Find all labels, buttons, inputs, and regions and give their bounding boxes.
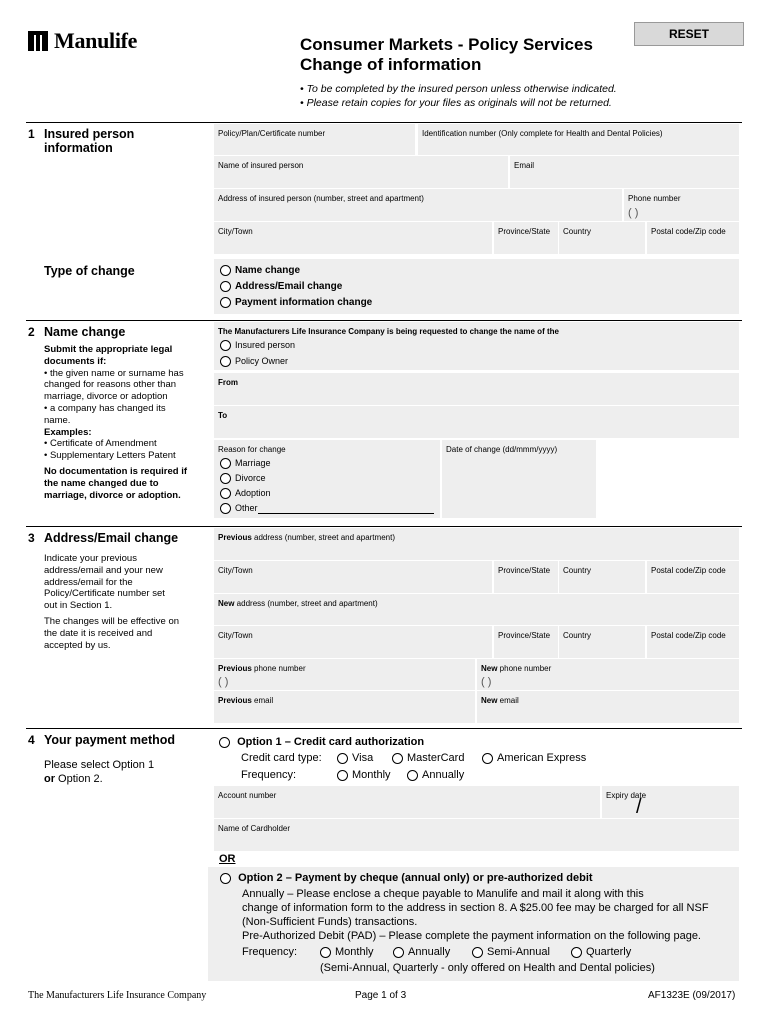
radio-icon[interactable] bbox=[220, 458, 231, 469]
type-address-email-change[interactable] bbox=[220, 281, 342, 292]
previous-address-label bbox=[218, 533, 395, 542]
note-line: the date it is received and bbox=[44, 627, 153, 639]
radio-icon[interactable] bbox=[220, 265, 231, 276]
section-1-title-l2: information bbox=[44, 141, 113, 155]
note-line: out in Section 1. bbox=[44, 600, 113, 612]
policy-number-label: Policy/Plan/Certificate number bbox=[218, 129, 326, 138]
label-bold: New bbox=[481, 664, 498, 673]
note-bold: Submit the appropriate legal documents if: bbox=[44, 344, 173, 367]
examples-label: Examples: bbox=[44, 426, 92, 438]
label-rest: phone number bbox=[251, 664, 306, 673]
new-postal-field[interactable] bbox=[646, 625, 740, 659]
policy-number-field[interactable] bbox=[213, 123, 416, 157]
title-line1: Consumer Markets - Policy Services bbox=[300, 35, 593, 54]
radio-icon[interactable] bbox=[392, 753, 403, 764]
section-3-note bbox=[44, 553, 204, 651]
radio-icon[interactable] bbox=[220, 340, 231, 351]
freq1-monthly-label: Monthly bbox=[352, 769, 391, 781]
section-4-number: 4 bbox=[28, 733, 35, 747]
freq2-quarterly[interactable] bbox=[571, 945, 631, 959]
city-label: City/Town bbox=[218, 227, 253, 236]
label-rest: email bbox=[251, 696, 274, 705]
instructions bbox=[300, 82, 617, 110]
reason-label: Reason for change bbox=[218, 445, 286, 454]
previous-phone-field[interactable] bbox=[213, 658, 476, 692]
instruction-2: • Please retain copies for your files as originals will not be returned. bbox=[300, 97, 612, 109]
province-label: Province/State bbox=[498, 227, 551, 236]
postal-code-label: Postal code/Zip code bbox=[651, 631, 726, 640]
card-mastercard-label: MasterCard bbox=[407, 752, 465, 764]
note-item: • the given name or surname has bbox=[44, 367, 184, 379]
radio-icon[interactable] bbox=[407, 770, 418, 781]
whom-owner-label: Policy Owner bbox=[235, 356, 289, 366]
radio-icon[interactable] bbox=[320, 947, 331, 958]
frequency-label: Frequency: bbox=[241, 769, 297, 781]
radio-icon[interactable] bbox=[571, 947, 582, 958]
previous-province-field[interactable] bbox=[493, 560, 559, 594]
radio-icon[interactable] bbox=[220, 488, 231, 499]
freq1-annually-label: Annually bbox=[422, 769, 465, 781]
cardholder-name-label: Name of Cardholder bbox=[218, 824, 291, 833]
request-text: The Manufacturers Life Insurance Company is being requested to change the name of the bbox=[218, 327, 559, 336]
freq2-annually-label: Annually bbox=[408, 946, 451, 958]
new-address-field[interactable] bbox=[213, 593, 740, 627]
to-label: To bbox=[218, 411, 228, 420]
postal-code-label: Postal code/Zip code bbox=[651, 566, 726, 575]
postal-code-field[interactable] bbox=[646, 221, 740, 255]
card-amex[interactable] bbox=[482, 751, 586, 765]
note-line: Indicate your previous bbox=[44, 553, 137, 564]
expiry-date-label: Expiry date bbox=[606, 791, 647, 800]
phone-parens: ( ) bbox=[628, 207, 639, 219]
insured-name-label: Name of insured person bbox=[218, 161, 304, 170]
type-address-email-label: Address/Email change bbox=[235, 281, 343, 293]
instruction-1-text: To be completed by the insured person unless otherwise indicated. bbox=[306, 83, 617, 95]
note-item: name. bbox=[44, 414, 71, 426]
freq1-monthly[interactable] bbox=[337, 768, 391, 782]
reason-adoption[interactable] bbox=[220, 488, 271, 499]
phone-parens: ( ) bbox=[481, 676, 492, 688]
whom-insured[interactable] bbox=[220, 340, 295, 351]
option2-panel bbox=[207, 866, 740, 982]
new-email-label bbox=[481, 696, 519, 705]
freq2-monthly[interactable] bbox=[320, 945, 374, 959]
freq2-annually[interactable] bbox=[393, 945, 450, 959]
country-label: Country bbox=[563, 631, 592, 640]
phone-field[interactable] bbox=[623, 188, 740, 222]
reason-other[interactable] bbox=[220, 503, 258, 514]
manulife-logo-icon bbox=[28, 31, 48, 51]
whom-owner[interactable] bbox=[220, 356, 288, 367]
section-3-number: 3 bbox=[28, 531, 35, 545]
new-country-field[interactable] bbox=[558, 625, 646, 659]
new-province-field[interactable] bbox=[493, 625, 559, 659]
instruction-1: • To be completed by the insured person unless otherwise indicated. bbox=[300, 83, 617, 95]
section-1-title-l1: Insured person bbox=[44, 127, 135, 141]
new-email-field[interactable] bbox=[476, 690, 740, 724]
account-number-field[interactable] bbox=[213, 785, 601, 819]
section-4-title: Your payment method bbox=[44, 733, 176, 747]
label-bold: New bbox=[481, 696, 498, 705]
label-rest: address (number, street and apartment) bbox=[234, 599, 378, 608]
label-rest: email bbox=[497, 696, 519, 705]
radio-icon[interactable] bbox=[219, 737, 230, 748]
postal-code-label: Postal code/Zip code bbox=[651, 227, 726, 236]
city-label: City/Town bbox=[218, 566, 253, 575]
note-line: address/email for the bbox=[44, 576, 133, 588]
section-1-title bbox=[44, 127, 134, 155]
card-visa-label: Visa bbox=[352, 752, 374, 764]
section-3-title: Address/Email change bbox=[44, 531, 179, 545]
date-of-change-label: Date of change (dd/mmm/yyyy) bbox=[446, 445, 558, 454]
type-of-change-panel bbox=[213, 258, 740, 315]
label-rest: phone number bbox=[497, 664, 552, 673]
previous-city-field[interactable] bbox=[213, 560, 493, 594]
reason-other-label: Other bbox=[235, 503, 258, 513]
note-item: • a company has changed its bbox=[44, 402, 166, 414]
type-of-change-title: Type of change bbox=[44, 264, 135, 278]
radio-icon[interactable] bbox=[220, 873, 231, 884]
other-line[interactable] bbox=[258, 513, 434, 514]
radio-icon[interactable] bbox=[393, 947, 404, 958]
radio-icon[interactable] bbox=[220, 281, 231, 292]
option2-radio[interactable] bbox=[220, 872, 593, 884]
option1-label: Option 1 – Credit card authorization bbox=[237, 736, 425, 748]
frequency-label: Frequency: bbox=[242, 946, 298, 958]
label-bold: Previous bbox=[218, 664, 252, 673]
section-2-note bbox=[44, 344, 204, 501]
section-2-title: Name change bbox=[44, 325, 126, 339]
reason-divorce[interactable] bbox=[220, 473, 266, 484]
option2-text: (Non-Sufficient Funds) transactions. bbox=[242, 916, 418, 928]
new-phone-label bbox=[481, 664, 551, 673]
type-name-change-label: Name change bbox=[235, 265, 301, 277]
whom-insured-label: Insured person bbox=[235, 340, 296, 350]
note-line: Policy/Certificate number set bbox=[44, 588, 165, 600]
identification-number-label: Identification number (Only complete for Health and Dental Policies) bbox=[422, 129, 663, 138]
type-name-change[interactable] bbox=[220, 265, 300, 276]
card-amex-label: American Express bbox=[497, 752, 587, 764]
freq2-semi-annual-label: Semi-Annual bbox=[487, 946, 550, 958]
date-of-change-field[interactable] bbox=[441, 439, 597, 519]
insured-name-field[interactable] bbox=[213, 155, 509, 189]
logo-text: Manulife bbox=[54, 28, 138, 53]
note-line: Please select Option 1 bbox=[44, 759, 155, 771]
phone-parens: ( ) bbox=[218, 676, 229, 688]
note-line: The changes will be effective on bbox=[44, 615, 180, 627]
freq2-semi-annual[interactable] bbox=[472, 945, 550, 959]
no-doc-note: No documentation is required if bbox=[44, 465, 188, 477]
from-label: From bbox=[218, 378, 238, 387]
country-label: Country bbox=[563, 227, 592, 236]
label-rest: address (number, street and apartment) bbox=[251, 533, 395, 542]
new-address-label bbox=[218, 599, 378, 608]
freq2-monthly-label: Monthly bbox=[335, 946, 374, 958]
card-visa[interactable] bbox=[337, 751, 373, 765]
note-line bbox=[44, 772, 154, 786]
phone-label: Phone number bbox=[628, 194, 681, 203]
freq2-note: (Semi-Annual, Quarterly - only offered on Health and Dental policies) bbox=[320, 962, 655, 974]
note-rest: Option 2. bbox=[55, 773, 103, 785]
instruction-2-text: Please retain copies for your files as originals will not be returned. bbox=[306, 97, 612, 109]
new-phone-field[interactable] bbox=[476, 658, 740, 692]
province-label: Province/State bbox=[498, 631, 551, 640]
footer-form-code: AF1323E (09/2017) bbox=[648, 990, 736, 1001]
reason-adoption-label: Adoption bbox=[235, 488, 271, 498]
name-change-whom-panel bbox=[213, 321, 740, 371]
radio-icon[interactable] bbox=[220, 503, 231, 514]
option2-text: change of information form to the address in section 8. A $25.00 fee may be charged for all NSF bbox=[242, 902, 709, 914]
radio-icon[interactable] bbox=[337, 753, 348, 764]
example-item: • Supplementary Letters Patent bbox=[44, 450, 176, 462]
option2-label: Option 2 – Payment by cheque (annual only) or pre-authorized debit bbox=[238, 872, 593, 884]
previous-email-label bbox=[218, 696, 273, 705]
label-bold: Previous bbox=[218, 696, 252, 705]
to-name-field[interactable] bbox=[213, 405, 740, 439]
label-bold: Previous bbox=[218, 533, 252, 542]
province-field[interactable] bbox=[493, 221, 559, 255]
account-number-label: Account number bbox=[218, 791, 277, 800]
reason-marriage[interactable] bbox=[220, 458, 271, 469]
reason-divorce-label: Divorce bbox=[235, 473, 266, 483]
title-line2: Change of information bbox=[300, 55, 482, 74]
reason-marriage-label: Marriage bbox=[235, 458, 271, 468]
freq2-quarterly-label: Quarterly bbox=[586, 946, 632, 958]
option2-text: Annually – Please enclose a cheque payable to Manulife and mail it along with this bbox=[242, 888, 644, 900]
insured-address-field[interactable] bbox=[213, 188, 623, 222]
previous-email-field[interactable] bbox=[213, 690, 476, 724]
radio-icon[interactable] bbox=[482, 753, 493, 764]
insured-address-label: Address of insured person (number, street and apartment) bbox=[218, 194, 424, 203]
note-line: address/email and your new bbox=[44, 564, 163, 576]
previous-postal-field[interactable] bbox=[646, 560, 740, 594]
or-label: OR bbox=[219, 853, 236, 865]
expiry-separator: / bbox=[636, 796, 642, 818]
type-payment-label: Payment information change bbox=[235, 297, 373, 309]
freq1-annually[interactable] bbox=[407, 768, 464, 782]
page-title bbox=[300, 35, 593, 75]
reset-button[interactable]: RESET bbox=[634, 22, 744, 46]
previous-address-field[interactable] bbox=[213, 527, 740, 561]
option1-radio[interactable] bbox=[219, 736, 424, 748]
label-bold: New bbox=[218, 599, 235, 608]
note-bold: or bbox=[44, 773, 55, 785]
email-label: Email bbox=[514, 161, 535, 170]
section-4-note bbox=[44, 758, 154, 786]
note-item: marriage, divorce or adoption bbox=[44, 391, 168, 403]
option1-panel bbox=[213, 730, 740, 784]
radio-icon[interactable] bbox=[220, 473, 231, 484]
new-city-field[interactable] bbox=[213, 625, 493, 659]
no-doc-note: marriage, divorce or adoption. bbox=[44, 489, 181, 501]
example-item: • Certificate of Amendment bbox=[44, 438, 157, 450]
from-name-field[interactable] bbox=[213, 372, 740, 406]
footer-company: The Manufacturers Life Insurance Company bbox=[28, 990, 207, 1001]
reason-panel bbox=[213, 439, 441, 519]
radio-icon[interactable] bbox=[472, 947, 483, 958]
city-label: City/Town bbox=[218, 631, 253, 640]
card-type-label: Credit card type: bbox=[241, 752, 322, 764]
no-doc-note: the name changed due to bbox=[44, 477, 159, 489]
email-field[interactable] bbox=[509, 155, 740, 189]
cardholder-name-field[interactable] bbox=[213, 818, 740, 852]
option2-text: Pre-Authorized Debit (PAD) – Please complete the payment information on the following page. bbox=[242, 930, 701, 942]
note-item: changed for reasons other than bbox=[44, 379, 177, 391]
section-2-number: 2 bbox=[28, 325, 35, 339]
section-1-number: 1 bbox=[28, 127, 35, 141]
card-mastercard[interactable] bbox=[392, 751, 464, 765]
expiry-date-field[interactable] bbox=[601, 785, 740, 819]
note-line: accepted by us. bbox=[44, 639, 111, 651]
previous-phone-label bbox=[218, 664, 306, 673]
previous-country-field[interactable] bbox=[558, 560, 646, 594]
identification-number-field[interactable] bbox=[417, 123, 740, 157]
radio-icon[interactable] bbox=[337, 770, 348, 781]
province-label: Province/State bbox=[498, 566, 551, 575]
type-payment-change[interactable] bbox=[220, 297, 372, 308]
manulife-logo bbox=[28, 28, 137, 54]
city-field[interactable] bbox=[213, 221, 493, 255]
radio-icon[interactable] bbox=[220, 297, 231, 308]
country-field[interactable] bbox=[558, 221, 646, 255]
divider bbox=[26, 728, 742, 729]
radio-icon[interactable] bbox=[220, 356, 231, 367]
footer-page-number: Page 1 of 3 bbox=[355, 990, 407, 1001]
country-label: Country bbox=[563, 566, 592, 575]
